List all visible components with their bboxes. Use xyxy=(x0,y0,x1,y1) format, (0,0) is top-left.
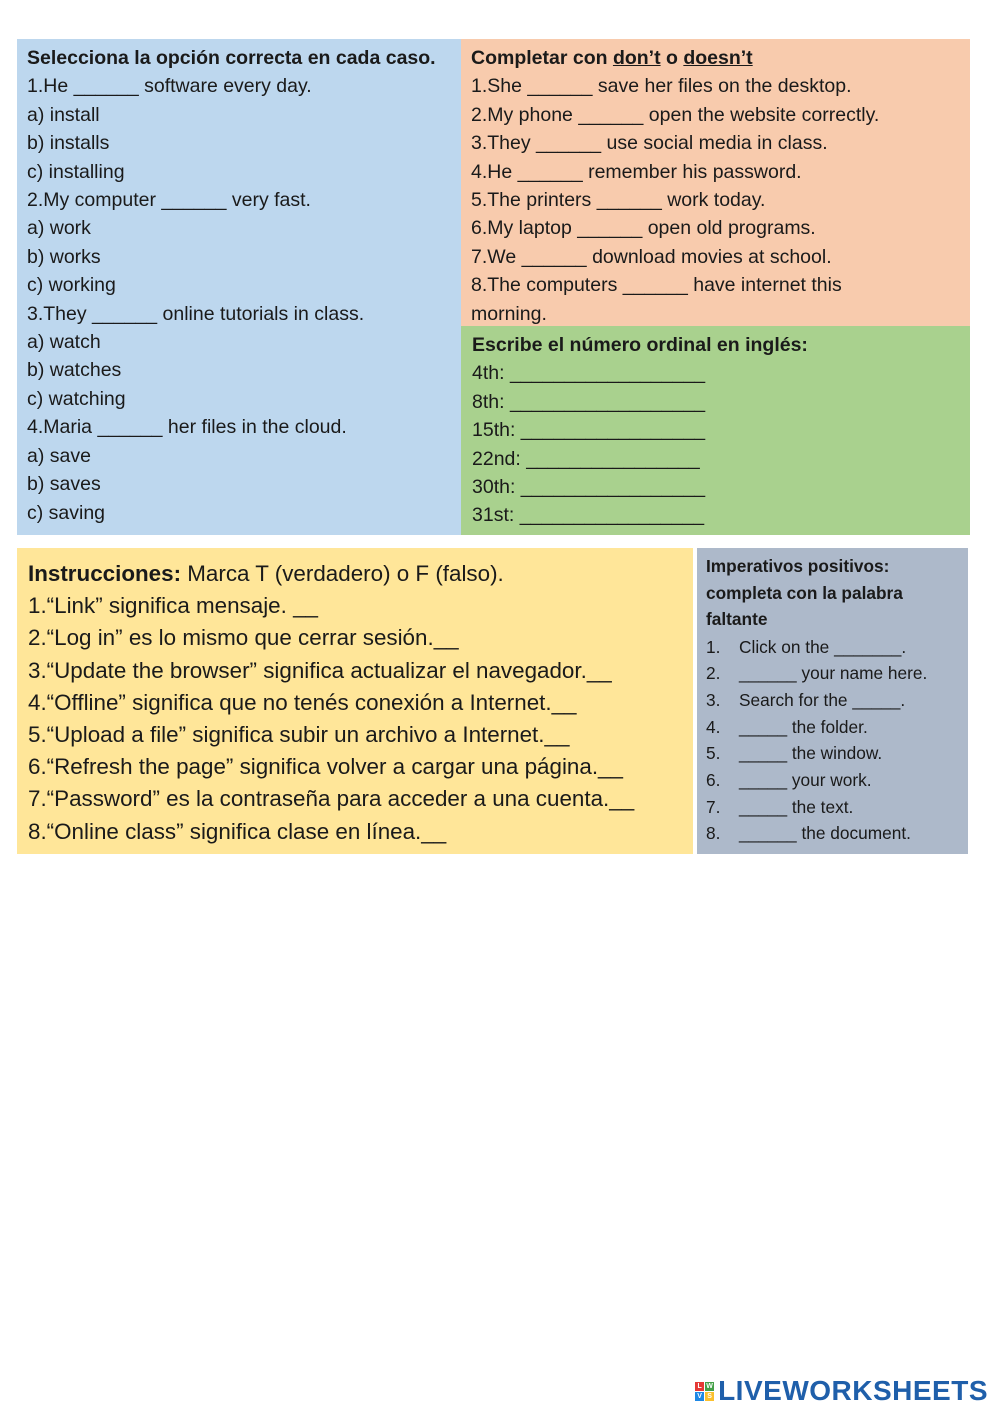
mc-line: a) install xyxy=(27,103,100,126)
tf-line: 8.“Online class” significa clase en línea.__ xyxy=(28,818,447,844)
tf-line: 3.“Update the browser” significa actualizar el navegador.__ xyxy=(28,657,612,683)
item-number: 3. xyxy=(706,689,721,710)
list-item xyxy=(706,634,959,661)
true-false-section xyxy=(17,548,693,854)
item-number: 7. xyxy=(706,796,721,817)
mc-line: 4.Maria ______ her files in the cloud. xyxy=(27,416,347,439)
dont-word: don’t xyxy=(612,47,661,69)
item-number: 6. xyxy=(706,770,721,791)
mc-line: a) watch xyxy=(27,331,101,354)
imperatives-title-line: faltante xyxy=(706,609,768,629)
dd-line: 5.The printers ______ work today. xyxy=(471,189,766,212)
tf-line: 2.“Log in” es lo mismo que cerrar sesión.__ xyxy=(28,625,459,651)
list-item xyxy=(706,794,959,821)
multiple-choice-title: Selecciona la opción correcta en cada caso. xyxy=(27,47,436,69)
dd-line: 6.My laptop ______ open old programs. xyxy=(471,217,816,240)
mc-line: 1.He ______ software every day. xyxy=(27,75,312,98)
dont-doesnt-title-middle: o xyxy=(660,47,684,69)
mc-line: c) saving xyxy=(27,501,106,524)
item-text: _____ the folder. xyxy=(739,716,868,737)
item-text: _____ the text. xyxy=(739,796,854,817)
list-item xyxy=(706,660,959,687)
multiple-choice-section xyxy=(17,39,461,535)
logo-tile: L xyxy=(695,1382,704,1391)
item-number: 4. xyxy=(706,716,721,737)
tf-line: 6.“Refresh the page” significa volver a cargar una página.__ xyxy=(28,754,623,780)
true-false-title xyxy=(28,558,682,590)
imperatives-title xyxy=(706,553,959,633)
tf-line: 7.“Password” es la contraseña para acceder a una cuenta.__ xyxy=(28,786,635,812)
imperatives-title-line: completa con la palabra xyxy=(706,582,903,603)
dd-line: 2.My phone ______ open the website correctly. xyxy=(471,103,880,126)
mc-line: 3.They ______ online tutorials in class. xyxy=(27,302,365,325)
doesnt-word: doesn’t xyxy=(683,47,753,69)
mc-line: a) work xyxy=(27,217,91,240)
ordinals-title: Escribe el número ordinal en inglés: xyxy=(472,334,808,356)
item-text: ______ the document. xyxy=(739,823,911,844)
item-number: 8. xyxy=(706,823,721,844)
logo-text: LIVEWORKSHEETS xyxy=(718,1375,988,1406)
dd-line: 7.We ______ download movies at school. xyxy=(471,245,832,268)
tf-line: 4.“Offline” significa que no tenés conexión a Internet.__ xyxy=(28,689,577,715)
list-item xyxy=(706,714,959,741)
ordinals-section xyxy=(461,326,970,535)
tf-line: 1.“Link” significa mensaje. __ xyxy=(28,593,318,619)
mc-line: 2.My computer ______ very fast. xyxy=(27,189,311,212)
ordinal-line: 22nd: ________________ xyxy=(472,447,700,470)
item-number: 1. xyxy=(706,636,721,657)
item-text: ______ your name here. xyxy=(739,663,928,684)
list-item xyxy=(706,687,959,714)
imperatives-section xyxy=(697,548,968,854)
ordinal-line: 30th: _________________ xyxy=(472,476,706,499)
dd-line: 4.He ______ remember his password. xyxy=(471,160,802,183)
list-item xyxy=(706,767,959,794)
dont-doesnt-title xyxy=(471,44,960,72)
item-text: _____ the window. xyxy=(739,743,883,764)
item-number: 2. xyxy=(706,663,721,684)
dont-doesnt-title-prefix: Completar con xyxy=(471,47,613,69)
mc-line: b) saves xyxy=(27,473,101,496)
dd-line: morning. xyxy=(471,302,547,325)
mc-line: c) installing xyxy=(27,160,125,183)
logo-tile: S xyxy=(705,1392,714,1401)
item-text: _____ your work. xyxy=(739,770,872,791)
mc-line: b) installs xyxy=(27,132,110,155)
imperatives-title-line: Imperativos positivos: xyxy=(706,556,890,576)
tf-line: 5.“Upload a file” significa subir un archivo a Internet.__ xyxy=(28,722,570,748)
ordinal-line: 4th: __________________ xyxy=(472,362,706,385)
item-text: Click on the _______. xyxy=(739,636,907,657)
dd-line: 8.The computers ______ have internet this xyxy=(471,274,842,297)
item-number: 5. xyxy=(706,743,721,764)
mc-line: c) working xyxy=(27,274,116,297)
logo-tiles-icon xyxy=(695,1382,714,1401)
liveworksheets-logo xyxy=(695,1376,988,1406)
mc-line: c) watching xyxy=(27,387,126,410)
list-item xyxy=(706,740,959,767)
true-false-title-bold: Instrucciones: xyxy=(28,561,182,586)
ordinal-line: 8th: __________________ xyxy=(472,390,706,413)
mc-line: b) watches xyxy=(27,359,122,382)
item-text: Search for the _____. xyxy=(739,689,906,710)
imperatives-list xyxy=(706,634,959,848)
list-item xyxy=(706,820,959,847)
dd-line: 1.She ______ save her files on the desktop. xyxy=(471,75,852,98)
logo-tile: W xyxy=(706,1382,713,1390)
dd-line: 3.They ______ use social media in class. xyxy=(471,132,828,155)
ordinal-line: 15th: _________________ xyxy=(472,419,706,442)
mc-line: a) save xyxy=(27,444,91,467)
ordinal-line: 31st: _________________ xyxy=(472,504,705,527)
dont-doesnt-section xyxy=(461,39,970,326)
true-false-title-rest: Marca T (verdadero) o F (falso). xyxy=(181,561,504,586)
logo-tile: V xyxy=(695,1392,704,1401)
mc-line: b) works xyxy=(27,245,101,268)
